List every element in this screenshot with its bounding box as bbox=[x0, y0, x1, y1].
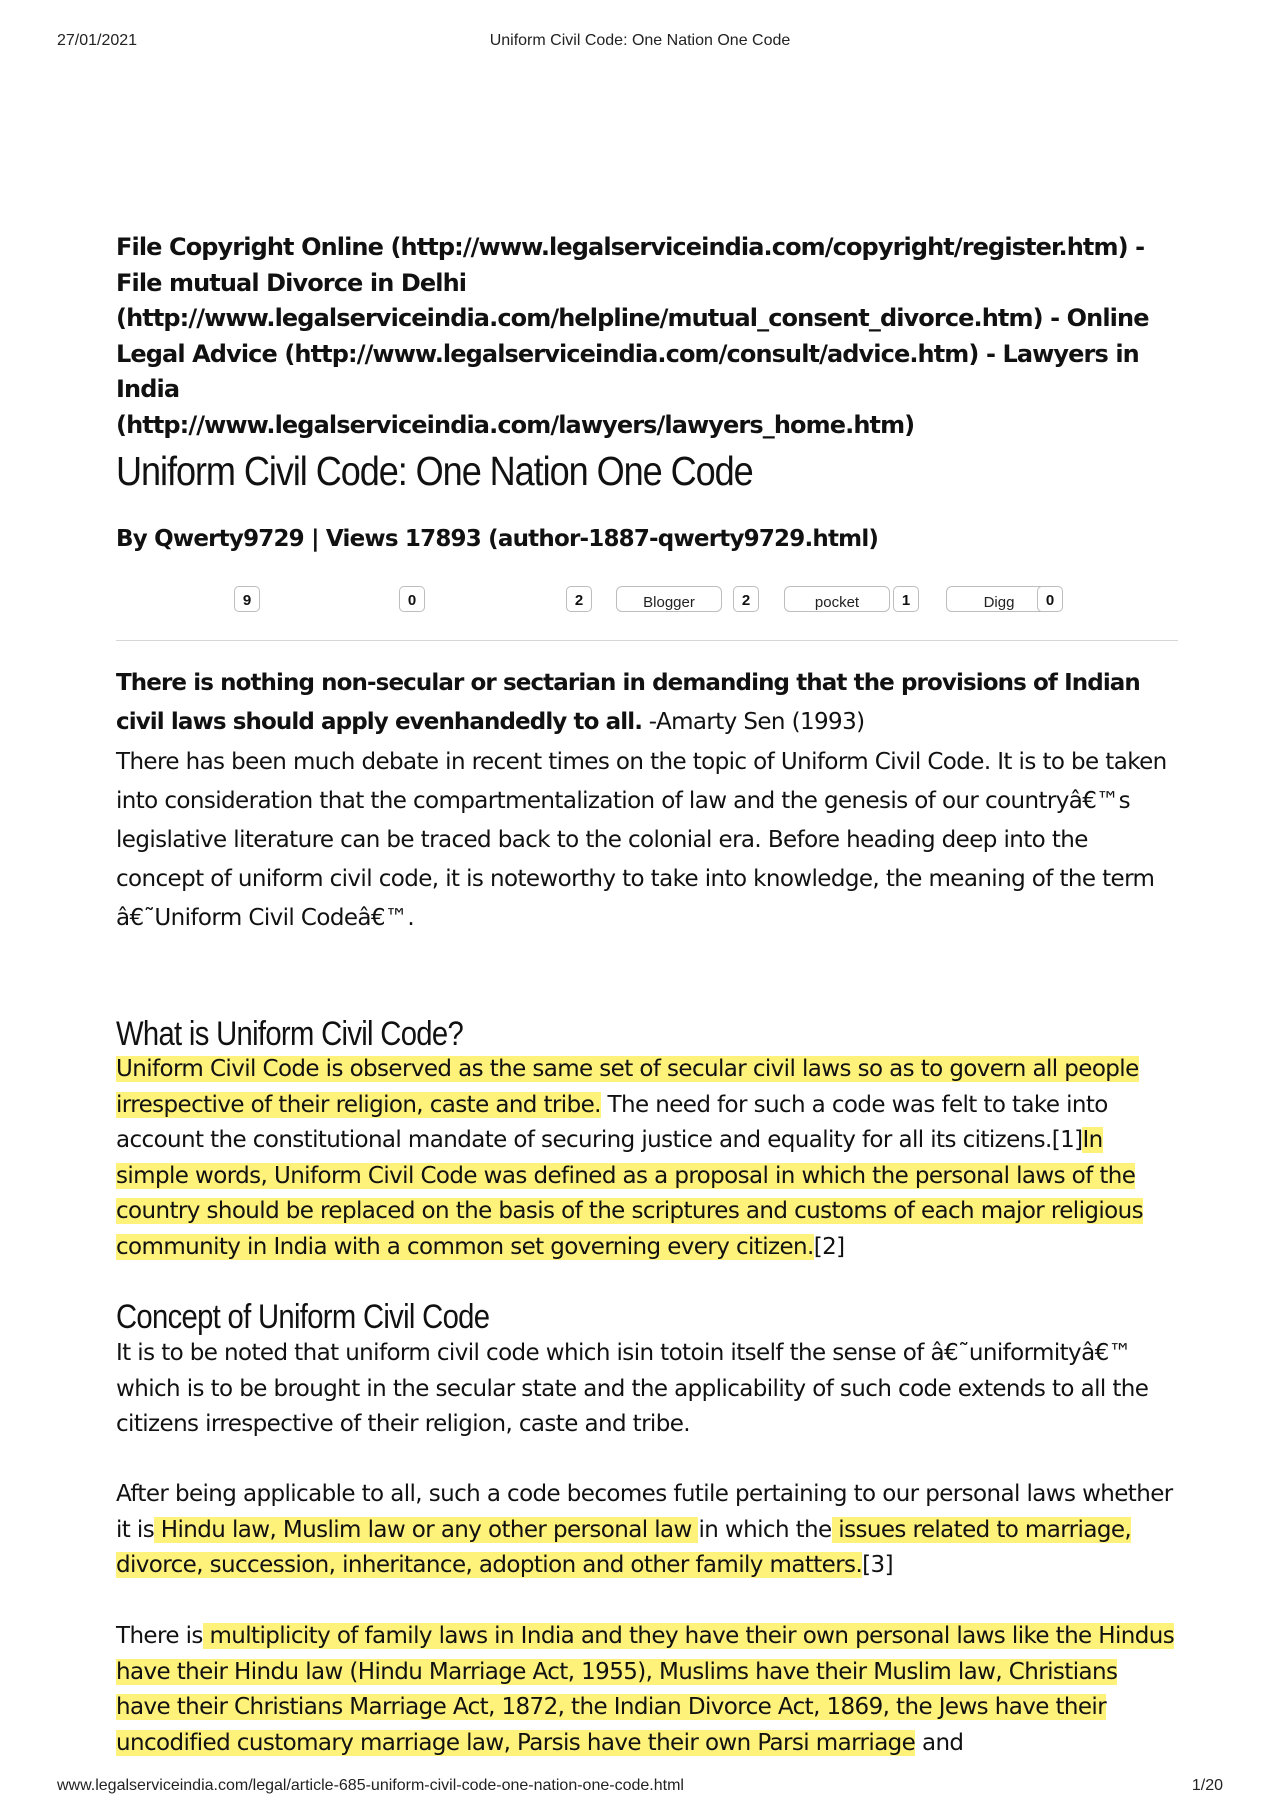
highlighted-text: Hindu law, Muslim law or any other personal law bbox=[154, 1516, 699, 1543]
share-count-3: 2 bbox=[566, 586, 592, 612]
pocket-share-button[interactable]: pocket bbox=[784, 586, 890, 612]
digg-share-count: 0 bbox=[1037, 586, 1063, 612]
link-separator: - bbox=[978, 339, 1003, 368]
article-title: Uniform Civil Code: One Nation One Code bbox=[116, 448, 753, 494]
byline: By Qwerty9729 | Views 17893 (author-1887-qwerty9729.html) bbox=[116, 526, 879, 552]
print-header bbox=[57, 32, 1223, 54]
section-heading-what: What is Uniform Civil Code? bbox=[116, 1015, 464, 1053]
top-links bbox=[116, 230, 1178, 443]
pocket-share-count: 1 bbox=[893, 586, 919, 612]
blogger-share-button[interactable]: Blogger bbox=[616, 586, 722, 612]
copyright-link[interactable]: File Copyright Online (http://www.legalserviceindia.com/copyright/register.htm) bbox=[116, 233, 1128, 261]
intro-paragraph: There has been much debate in recent times on the topic of Uniform Civil Code. It is to be taken into consideration that the compartmentalization of law and the genesis of our countryâ€™s legislative literature can be traced back to the colonial era. Before heading deep into the concept of uniform civil code, it is noteworthy to take into knowledge, the meaning of the term â€˜Uniform Civil Codeâ€™. bbox=[116, 749, 1167, 931]
link-separator: - bbox=[1127, 233, 1145, 261]
share-count-1: 9 bbox=[234, 586, 260, 612]
concept-paragraph-3: There is multiplicity of family laws in India and they have their own personal laws like the Hindus have their Hindu law (Hindu Marriage Act, 1955), Muslims have their Muslim law, Christians have their Christians Marriage Act, 1872, the Indian Divorce Act, 1869, the Jews have their uncodified customary marriage law, Parsis have their own Parsi marriage and bbox=[116, 1623, 1175, 1756]
print-date: 27/01/2021 bbox=[57, 32, 138, 49]
print-url: www.legalserviceindia.com/legal/article-685-uniform-civil-code-one-nation-one-code.html bbox=[57, 1777, 684, 1794]
highlighted-text: multiplicity of family laws in India and they have their own personal laws like the Hindus have their Hindu law (Hindu Marriage Act, 1955), Muslims have their Muslim law, Christians have their Christians Marriage Act, 1872, the Indian Divorce Act, 1869, the Jews have their uncodified customary marriage law, Parsis have their own Parsi marriage bbox=[116, 1623, 1175, 1756]
page-number: 1/20 bbox=[1191, 1777, 1223, 1794]
section-heading-concept: Concept of Uniform Civil Code bbox=[116, 1298, 490, 1336]
lawyers-link[interactable]: Lawyers in India (http://www.legalserviceindia.com/lawyers/lawyers_home.htm) bbox=[116, 339, 1139, 439]
divider bbox=[116, 640, 1178, 641]
concept-paragraph-2: After being applicable to all, such a code becomes futile pertaining to our personal laws whether it is Hindu law, Muslim law or any other personal law in which the issues related to marriage, divorce, succession, inheritance, adoption and other family matters.[3] bbox=[116, 1481, 1173, 1578]
legal-advice-link[interactable]: Online Legal Advice (http://www.legalserviceindia.com/consult/advice.htm) bbox=[116, 304, 1149, 368]
share-bar bbox=[116, 586, 1178, 616]
quote-attribution: -Amarty Sen (1993) bbox=[642, 709, 865, 735]
concept-paragraph-1: It is to be noted that uniform civil code which isin totoin itself the sense of â€˜uniformityâ€™ which is to be brought in the secular state and the applicability of such code extends to all the citizens irrespective of their religion, caste and tribe. bbox=[116, 1340, 1149, 1437]
author-link[interactable]: Qwerty9729 | Views 17893 (author-1887-qwerty9729.html) bbox=[154, 526, 879, 552]
print-footer bbox=[57, 1777, 1223, 1799]
highlighted-text: In simple words, Uniform Civil Code was defined as a proposal in which the personal laws of the country should be replaced on the basis of the scriptures and customs of each major religious community in India with a common set governing every citizen. bbox=[116, 1127, 1143, 1260]
article-content bbox=[116, 230, 1178, 1756]
digg-share-button[interactable]: Digg bbox=[946, 586, 1052, 612]
link-separator: - bbox=[1042, 304, 1067, 332]
mutual-divorce-link[interactable]: File mutual Divorce in Delhi (http://www.legalserviceindia.com/helpline/mutual_consent_divorce.htm) bbox=[116, 268, 1043, 332]
blogger-share-count: 2 bbox=[733, 586, 759, 612]
highlighted-text: issues related to marriage, divorce, succession, inheritance, adoption and other family matters. bbox=[116, 1516, 1132, 1578]
epigraph-quote bbox=[116, 664, 1178, 742]
quote-text: There is nothing non-secular or sectarian in demanding that the provisions of Indian civil laws should apply evenhandedly to all. bbox=[116, 670, 1140, 735]
print-document-title: Uniform Civil Code: One Nation One Code bbox=[489, 32, 791, 49]
section-paragraph-what: Uniform Civil Code is observed as the same set of secular civil laws so as to govern all people irrespective of their religion, caste and tribe. The need for such a code was felt to take into account the constitutional mandate of securing justice and equality for all its citizens.[1]In simple words, Uniform Civil Code was defined as a proposal in which the personal laws of the country should be replaced on the basis of the scriptures and customs of each major religious community in India with a common set governing every citizen.[2] bbox=[116, 1056, 1143, 1260]
highlighted-text: Uniform Civil Code is observed as the same set of secular civil laws so as to govern all people irrespective of their religion, caste and tribe. bbox=[116, 1056, 1139, 1118]
share-count-2: 0 bbox=[399, 586, 425, 612]
